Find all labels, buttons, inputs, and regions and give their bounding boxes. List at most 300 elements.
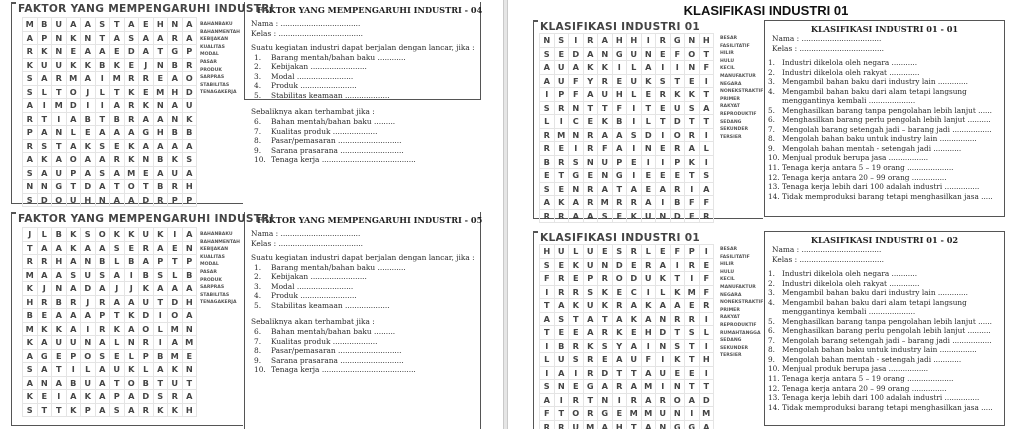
grid-cell[interactable]: U — [642, 210, 657, 224]
grid-cell[interactable]: A — [168, 140, 183, 154]
grid-cell[interactable]: A — [96, 377, 111, 391]
grid-cell[interactable]: O — [569, 407, 584, 421]
grid-cell[interactable]: T — [671, 272, 686, 286]
grid-cell[interactable]: A — [96, 153, 111, 167]
grid-cell[interactable]: R — [613, 196, 628, 210]
grid-cell[interactable]: S — [569, 353, 584, 367]
grid-cell[interactable]: I — [642, 34, 657, 48]
grid-cell[interactable]: A — [52, 309, 67, 323]
grid-cell[interactable]: M — [584, 421, 599, 429]
grid-cell[interactable]: E — [598, 353, 613, 367]
grid-cell[interactable]: R — [700, 210, 715, 224]
grid-cell[interactable]: H — [613, 421, 628, 429]
grid-cell[interactable]: A — [38, 242, 53, 256]
grid-cell[interactable]: P — [183, 255, 198, 269]
grid-cell[interactable]: K — [81, 390, 96, 404]
grid-cell[interactable]: A — [52, 377, 67, 391]
grid-cell[interactable]: E — [125, 242, 140, 256]
grid-cell[interactable]: S — [656, 75, 671, 89]
grid-cell[interactable]: T — [613, 367, 628, 381]
grid-cell[interactable]: S — [685, 326, 700, 340]
grid-cell[interactable]: J — [81, 296, 96, 310]
grid-cell[interactable]: G — [671, 421, 686, 429]
grid-cell[interactable]: I — [656, 196, 671, 210]
grid-cell[interactable]: D — [139, 390, 154, 404]
grid-cell[interactable]: A — [584, 88, 599, 102]
grid-cell[interactable]: B — [168, 59, 183, 73]
grid-cell[interactable]: T — [23, 242, 38, 256]
grid-cell[interactable]: S — [598, 340, 613, 354]
grid-cell[interactable]: R — [555, 272, 570, 286]
grid-cell[interactable]: K — [81, 140, 96, 154]
grid-cell[interactable]: B — [154, 350, 169, 364]
grid-cell[interactable]: E — [613, 286, 628, 300]
grid-cell[interactable]: A — [67, 113, 82, 127]
grid-cell[interactable]: I — [627, 142, 642, 156]
grid-cell[interactable]: Y — [584, 75, 599, 89]
grid-cell[interactable]: K — [642, 299, 657, 313]
grid-cell[interactable]: E — [540, 169, 555, 183]
grid-cell[interactable]: R — [671, 142, 686, 156]
grid-cell[interactable]: A — [52, 242, 67, 256]
grid-cell[interactable]: K — [168, 153, 183, 167]
grid-cell[interactable]: I — [613, 394, 628, 408]
grid-cell[interactable]: E — [38, 309, 53, 323]
grid-cell[interactable]: I — [38, 99, 53, 113]
grid-cell[interactable]: R — [168, 180, 183, 194]
grid-cell[interactable]: A — [23, 377, 38, 391]
grid-cell[interactable]: A — [613, 353, 628, 367]
grid-cell[interactable]: S — [540, 259, 555, 273]
grid-cell[interactable]: S — [96, 167, 111, 181]
grid-cell[interactable]: E — [183, 350, 198, 364]
grid-cell[interactable]: F — [700, 286, 715, 300]
grid-cell[interactable]: E — [110, 45, 125, 59]
grid-cell[interactable]: R — [555, 102, 570, 116]
grid-cell[interactable]: E — [569, 272, 584, 286]
grid-cell[interactable]: A — [96, 242, 111, 256]
grid-cell[interactable]: A — [598, 380, 613, 394]
grid-cell[interactable]: A — [38, 167, 53, 181]
grid-cell[interactable]: R — [110, 153, 125, 167]
grid-cell[interactable]: A — [569, 61, 584, 75]
grid-cell[interactable]: A — [139, 113, 154, 127]
grid-cell[interactable]: A — [110, 194, 125, 208]
grid-cell[interactable]: K — [613, 326, 628, 340]
grid-cell[interactable]: D — [671, 210, 686, 224]
grid-cell[interactable]: B — [671, 196, 686, 210]
grid-cell[interactable]: E — [598, 245, 613, 259]
grid-cell[interactable]: O — [125, 180, 140, 194]
grid-cell[interactable]: R — [584, 196, 599, 210]
grid-cell[interactable]: A — [23, 99, 38, 113]
grid-cell[interactable]: U — [627, 75, 642, 89]
grid-cell[interactable]: T — [67, 180, 82, 194]
grid-cell[interactable]: K — [110, 59, 125, 73]
grid-cell[interactable]: A — [67, 390, 82, 404]
grid-cell[interactable]: A — [154, 32, 169, 46]
grid-cell[interactable]: A — [125, 126, 140, 140]
grid-cell[interactable]: R — [168, 390, 183, 404]
grid-cell[interactable]: E — [168, 242, 183, 256]
grid-cell[interactable]: B — [52, 228, 67, 242]
grid-cell[interactable]: E — [613, 407, 628, 421]
grid-cell[interactable]: E — [656, 245, 671, 259]
grid-cell[interactable]: D — [671, 115, 686, 129]
grid-cell[interactable]: S — [23, 363, 38, 377]
grid-cell[interactable]: A — [125, 404, 140, 418]
grid-cell[interactable]: A — [110, 269, 125, 283]
grid-cell[interactable]: S — [627, 129, 642, 143]
grid-cell[interactable]: U — [67, 194, 82, 208]
grid-cell[interactable]: L — [569, 245, 584, 259]
grid-cell[interactable]: S — [81, 228, 96, 242]
grid-cell[interactable]: S — [540, 380, 555, 394]
grid-cell[interactable]: A — [81, 72, 96, 86]
grid-cell[interactable]: K — [23, 59, 38, 73]
grid-cell[interactable]: N — [52, 282, 67, 296]
grid-cell[interactable]: U — [555, 245, 570, 259]
grid-cell[interactable]: A — [81, 18, 96, 32]
grid-cell[interactable]: T — [168, 255, 183, 269]
grid-cell[interactable]: H — [183, 296, 198, 310]
grid-cell[interactable]: B — [540, 156, 555, 170]
grid-cell[interactable]: I — [81, 323, 96, 337]
grid-cell[interactable]: P — [613, 156, 628, 170]
grid-cell[interactable]: K — [598, 115, 613, 129]
grid-cell[interactable]: G — [168, 45, 183, 59]
grid-cell[interactable]: R — [569, 394, 584, 408]
grid-cell[interactable]: R — [555, 286, 570, 300]
grid-cell[interactable]: E — [613, 75, 628, 89]
grid-cell[interactable]: M — [23, 269, 38, 283]
grid-cell[interactable]: U — [168, 167, 183, 181]
grid-cell[interactable]: A — [598, 421, 613, 429]
grid-cell[interactable]: A — [183, 282, 198, 296]
grid-cell[interactable]: S — [671, 340, 686, 354]
grid-cell[interactable]: S — [540, 48, 555, 62]
grid-cell[interactable]: O — [52, 194, 67, 208]
grid-cell[interactable]: M — [154, 86, 169, 100]
grid-cell[interactable]: S — [23, 194, 38, 208]
grid-cell[interactable]: T — [139, 180, 154, 194]
grid-cell[interactable]: D — [67, 99, 82, 113]
grid-cell[interactable]: R — [139, 336, 154, 350]
grid-cell[interactable]: A — [139, 32, 154, 46]
grid-cell[interactable]: U — [656, 407, 671, 421]
grid-cell[interactable]: L — [96, 86, 111, 100]
grid-cell[interactable]: U — [598, 88, 613, 102]
grid-cell[interactable]: E — [656, 142, 671, 156]
grid-cell[interactable]: S — [540, 102, 555, 116]
grid-cell[interactable]: R — [96, 323, 111, 337]
grid-cell[interactable]: S — [67, 269, 82, 283]
grid-cell[interactable]: F — [700, 196, 715, 210]
grid-cell[interactable]: A — [125, 323, 140, 337]
grid-cell[interactable]: A — [154, 242, 169, 256]
grid-cell[interactable]: H — [642, 326, 657, 340]
grid-cell[interactable]: T — [671, 326, 686, 340]
grid-cell[interactable]: N — [555, 380, 570, 394]
grid-cell[interactable]: N — [38, 180, 53, 194]
grid-cell[interactable]: R — [183, 59, 198, 73]
grid-cell[interactable]: H — [154, 18, 169, 32]
grid-cell[interactable]: G — [671, 34, 686, 48]
grid-cell[interactable]: I — [671, 61, 686, 75]
grid-cell[interactable]: R — [154, 194, 169, 208]
grid-cell[interactable]: I — [642, 340, 657, 354]
grid-cell[interactable]: G — [598, 407, 613, 421]
grid-cell[interactable]: I — [52, 113, 67, 127]
grid-cell[interactable]: E — [555, 183, 570, 197]
grid-cell[interactable]: P — [67, 350, 82, 364]
grid-cell[interactable]: O — [125, 377, 140, 391]
grid-cell[interactable]: U — [555, 61, 570, 75]
grid-cell[interactable]: I — [700, 156, 715, 170]
grid-cell[interactable]: T — [671, 75, 686, 89]
grid-cell[interactable]: E — [642, 88, 657, 102]
grid-cell[interactable]: L — [540, 353, 555, 367]
grid-cell[interactable]: A — [598, 34, 613, 48]
grid-cell[interactable]: K — [23, 336, 38, 350]
grid-cell[interactable]: N — [656, 313, 671, 327]
grid-cell[interactable]: U — [139, 296, 154, 310]
grid-cell[interactable]: B — [154, 153, 169, 167]
grid-cell[interactable]: K — [154, 228, 169, 242]
grid-cell[interactable]: A — [110, 32, 125, 46]
grid-cell[interactable]: A — [38, 363, 53, 377]
grid-cell[interactable]: G — [569, 169, 584, 183]
grid-cell[interactable]: A — [23, 32, 38, 46]
grid-cell[interactable]: R — [96, 296, 111, 310]
grid-cell[interactable]: D — [81, 180, 96, 194]
grid-cell[interactable]: N — [656, 210, 671, 224]
grid-cell[interactable]: A — [540, 394, 555, 408]
grid-cell[interactable]: R — [627, 196, 642, 210]
grid-cell[interactable]: R — [584, 183, 599, 197]
grid-cell[interactable]: L — [700, 326, 715, 340]
grid-cell[interactable]: I — [656, 380, 671, 394]
grid-cell[interactable]: M — [23, 18, 38, 32]
grid-cell[interactable]: N — [96, 194, 111, 208]
grid-cell[interactable]: S — [23, 404, 38, 418]
grid-cell[interactable]: I — [555, 394, 570, 408]
grid-cell[interactable]: E — [154, 72, 169, 86]
grid-cell[interactable]: E — [685, 210, 700, 224]
grid-cell[interactable]: R — [168, 32, 183, 46]
grid-cell[interactable]: K — [671, 353, 686, 367]
grid-cell[interactable]: R — [598, 272, 613, 286]
grid-cell[interactable]: K — [125, 363, 140, 377]
grid-cell[interactable]: S — [154, 269, 169, 283]
grid-cell[interactable]: S — [700, 169, 715, 183]
grid-cell[interactable]: S — [598, 210, 613, 224]
grid-cell[interactable]: A — [125, 194, 140, 208]
grid-cell[interactable]: R — [598, 326, 613, 340]
grid-cell[interactable]: A — [627, 340, 642, 354]
grid-cell[interactable]: M — [183, 336, 198, 350]
grid-cell[interactable]: E — [125, 59, 140, 73]
grid-cell[interactable]: L — [642, 245, 657, 259]
grid-cell[interactable]: A — [139, 255, 154, 269]
grid-cell[interactable]: B — [168, 126, 183, 140]
grid-cell[interactable]: K — [52, 323, 67, 337]
grid-cell[interactable]: I — [154, 309, 169, 323]
grid-cell[interactable]: R — [584, 34, 599, 48]
grid-cell[interactable]: U — [81, 377, 96, 391]
grid-cell[interactable]: F — [700, 272, 715, 286]
grid-cell[interactable]: O — [168, 309, 183, 323]
grid-cell[interactable]: K — [154, 404, 169, 418]
grid-cell[interactable]: K — [671, 286, 686, 300]
grid-cell[interactable]: D — [125, 45, 140, 59]
grid-cell[interactable]: A — [125, 296, 140, 310]
grid-cell[interactable]: A — [183, 228, 198, 242]
grid-cell[interactable]: A — [613, 313, 628, 327]
grid-cell[interactable]: L — [627, 88, 642, 102]
grid-cell[interactable]: K — [38, 323, 53, 337]
grid-cell[interactable]: A — [154, 363, 169, 377]
grid-cell[interactable]: R — [685, 259, 700, 273]
grid-cell[interactable]: A — [81, 309, 96, 323]
grid-cell[interactable]: S — [110, 404, 125, 418]
grid-cell[interactable]: T — [540, 299, 555, 313]
grid-cell[interactable]: R — [700, 299, 715, 313]
grid-cell[interactable]: T — [52, 363, 67, 377]
grid-cell[interactable]: K — [38, 45, 53, 59]
grid-cell[interactable]: B — [154, 180, 169, 194]
name-field[interactable]: Nama : .................................. — [772, 34, 882, 43]
grid-cell[interactable]: K — [125, 153, 140, 167]
grid-cell[interactable]: T — [555, 169, 570, 183]
grid-cell[interactable]: B — [183, 269, 198, 283]
grid-cell[interactable]: P — [685, 245, 700, 259]
grid-cell[interactable]: E — [627, 259, 642, 273]
grid-cell[interactable]: F — [671, 245, 686, 259]
grid-cell[interactable]: T — [52, 86, 67, 100]
grid-cell[interactable]: R — [671, 183, 686, 197]
grid-cell[interactable]: A — [685, 394, 700, 408]
grid-cell[interactable]: R — [627, 394, 642, 408]
grid-cell[interactable]: A — [584, 326, 599, 340]
grid-cell[interactable]: I — [700, 367, 715, 381]
grid-cell[interactable]: T — [700, 88, 715, 102]
grid-cell[interactable]: B — [110, 113, 125, 127]
grid-cell[interactable]: F — [613, 102, 628, 116]
grid-cell[interactable]: K — [569, 299, 584, 313]
grid-cell[interactable]: L — [154, 323, 169, 337]
grid-cell[interactable]: K — [110, 228, 125, 242]
grid-cell[interactable]: N — [139, 153, 154, 167]
grid-cell[interactable]: A — [67, 282, 82, 296]
grid-cell[interactable]: A — [685, 142, 700, 156]
grid-cell[interactable]: E — [52, 350, 67, 364]
grid-cell[interactable]: R — [125, 72, 140, 86]
grid-cell[interactable]: R — [584, 129, 599, 143]
grid-cell[interactable]: R — [139, 404, 154, 418]
grid-cell[interactable]: N — [183, 242, 198, 256]
grid-cell[interactable]: L — [38, 228, 53, 242]
grid-cell[interactable]: P — [38, 32, 53, 46]
grid-cell[interactable]: U — [642, 272, 657, 286]
grid-cell[interactable]: N — [168, 113, 183, 127]
grid-cell[interactable]: H — [700, 34, 715, 48]
grid-cell[interactable]: R — [613, 299, 628, 313]
grid-cell[interactable]: D — [38, 194, 53, 208]
grid-cell[interactable]: I — [627, 169, 642, 183]
grid-cell[interactable]: A — [67, 323, 82, 337]
grid-cell[interactable]: T — [627, 421, 642, 429]
grid-cell[interactable]: B — [139, 377, 154, 391]
grid-cell[interactable]: K — [125, 228, 140, 242]
grid-cell[interactable]: M — [168, 350, 183, 364]
grid-cell[interactable]: G — [38, 350, 53, 364]
grid-cell[interactable]: A — [67, 140, 82, 154]
grid-cell[interactable]: H — [613, 88, 628, 102]
grid-cell[interactable]: Y — [613, 340, 628, 354]
grid-cell[interactable]: A — [555, 299, 570, 313]
grid-cell[interactable]: N — [81, 255, 96, 269]
grid-cell[interactable]: K — [139, 282, 154, 296]
grid-cell[interactable]: K — [584, 61, 599, 75]
grid-cell[interactable]: M — [110, 72, 125, 86]
grid-cell[interactable]: R — [569, 286, 584, 300]
grid-cell[interactable]: J — [110, 282, 125, 296]
grid-cell[interactable]: O — [671, 129, 686, 143]
grid-cell[interactable]: U — [110, 363, 125, 377]
grid-cell[interactable]: P — [96, 309, 111, 323]
grid-cell[interactable]: F — [569, 75, 584, 89]
grid-cell[interactable]: A — [569, 196, 584, 210]
grid-cell[interactable]: N — [656, 421, 671, 429]
grid-cell[interactable]: H — [627, 34, 642, 48]
grid-cell[interactable]: N — [671, 407, 686, 421]
grid-cell[interactable]: C — [627, 286, 642, 300]
grid-cell[interactable]: F — [671, 48, 686, 62]
grid-cell[interactable]: K — [569, 259, 584, 273]
grid-cell[interactable]: E — [685, 75, 700, 89]
grid-cell[interactable]: T — [569, 313, 584, 327]
grid-cell[interactable]: M — [125, 167, 140, 181]
grid-cell[interactable]: E — [584, 115, 599, 129]
grid-cell[interactable]: N — [81, 336, 96, 350]
grid-cell[interactable]: U — [627, 353, 642, 367]
grid-cell[interactable]: U — [67, 336, 82, 350]
grid-cell[interactable]: U — [52, 59, 67, 73]
grid-cell[interactable]: S — [23, 86, 38, 100]
grid-cell[interactable]: S — [23, 167, 38, 181]
grid-cell[interactable]: A — [96, 363, 111, 377]
grid-cell[interactable]: I — [540, 367, 555, 381]
grid-cell[interactable]: P — [555, 88, 570, 102]
grid-cell[interactable]: E — [555, 142, 570, 156]
grid-cell[interactable]: U — [584, 299, 599, 313]
grid-cell[interactable]: H — [23, 296, 38, 310]
grid-cell[interactable]: D — [81, 282, 96, 296]
grid-cell[interactable]: A — [642, 61, 657, 75]
grid-cell[interactable]: K — [23, 390, 38, 404]
grid-cell[interactable]: N — [569, 102, 584, 116]
grid-cell[interactable]: B — [52, 296, 67, 310]
grid-cell[interactable]: R — [569, 340, 584, 354]
grid-cell[interactable]: A — [139, 45, 154, 59]
grid-cell[interactable]: N — [642, 48, 657, 62]
grid-cell[interactable]: I — [627, 115, 642, 129]
grid-cell[interactable]: A — [613, 129, 628, 143]
grid-cell[interactable]: A — [627, 183, 642, 197]
grid-cell[interactable]: N — [52, 32, 67, 46]
grid-cell[interactable]: T — [38, 113, 53, 127]
